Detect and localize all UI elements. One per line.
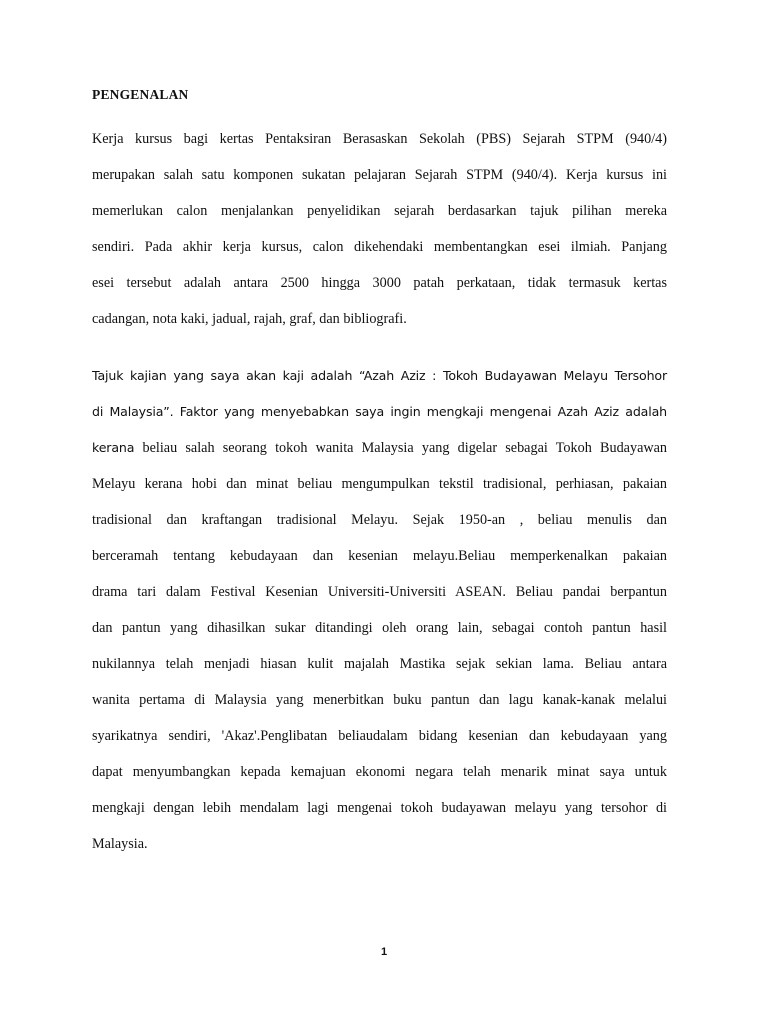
paragraph-line: Tajuk kajian yang saya akan kaji adalah “Azah Aziz : Tokoh Budayawan Melayu Tersohor: [92, 368, 667, 383]
paragraph-line: wanita pertama di Malaysia yang menerbitkan buku pantun dan lagu kanak-kanak melalui: [92, 692, 667, 708]
paragraph-line: Melayu kerana hobi dan minat beliau mengumpulkan tekstil tradisional, perhiasan, pakaian: [92, 476, 667, 492]
paragraph-line: dapat menyumbangkan kepada kemajuan ekonomi negara telah menarik minat saya untuk: [92, 764, 667, 780]
paragraph-line: sendiri. Pada akhir kerja kursus, calon dikehendaki membentangkan esei ilmiah. Panjang: [92, 239, 667, 255]
paragraph-line-serif-part: beliau salah seorang tokoh wanita Malaysia yang digelar sebagai Tokoh Budayawan: [142, 440, 668, 456]
paragraph-line: cadangan, nota kaki, jadual, rajah, graf, dan bibliografi.: [92, 311, 407, 327]
paragraph-line: Malaysia.: [92, 836, 148, 852]
paragraph-line: memerlukan calon menjalankan penyelidikan sejarah berdasarkan tajuk pilihan mereka: [92, 203, 667, 219]
paragraph-line: mengkaji dengan lebih mendalam lagi mengenai tokoh budayawan melayu yang tersohor di: [92, 800, 667, 816]
page-number: 1: [380, 946, 388, 958]
paragraph-line: di Malaysia”. Faktor yang menyebabkan saya ingin mengkaji mengenai Azah Aziz adalah: [92, 404, 667, 419]
paragraph-line: nukilannya telah menjadi hiasan kulit majalah Mastika sejak sekian lama. Beliau antara: [92, 656, 667, 672]
paragraph-line-sans-part: kerana: [92, 440, 135, 455]
paragraph-line: berceramah tentang kebudayaan dan kesenian melayu.Beliau memperkenalkan pakaian: [92, 548, 667, 564]
paragraph-line: esei tersebut adalah antara 2500 hingga 3000 patah perkataan, tidak termasuk kertas: [92, 275, 667, 291]
section-heading: PENGENALAN: [92, 87, 189, 102]
paragraph-line: dan pantun yang dihasilkan sukar ditandingi oleh orang lain, sebagai contoh pantun hasil: [92, 620, 667, 636]
paragraph-line: [92, 439, 667, 457]
paragraph-line: merupakan salah satu komponen sukatan pelajaran Sejarah STPM (940/4). Kerja kursus ini: [92, 167, 667, 183]
paragraph-line: tradisional dan kraftangan tradisional Melayu. Sejak 1950-an , beliau menulis dan: [92, 512, 667, 528]
paragraph-line: Kerja kursus bagi kertas Pentaksiran Berasaskan Sekolah (PBS) Sejarah STPM (940/4): [92, 131, 667, 147]
paragraph-line: syarikatnya sendiri, 'Akaz'.Penglibatan beliaudalam bidang kesenian dan kebudayaan yang: [92, 728, 667, 744]
paragraph-line: drama tari dalam Festival Kesenian Universiti-Universiti ASEAN. Beliau pandai berpantun: [92, 584, 667, 600]
